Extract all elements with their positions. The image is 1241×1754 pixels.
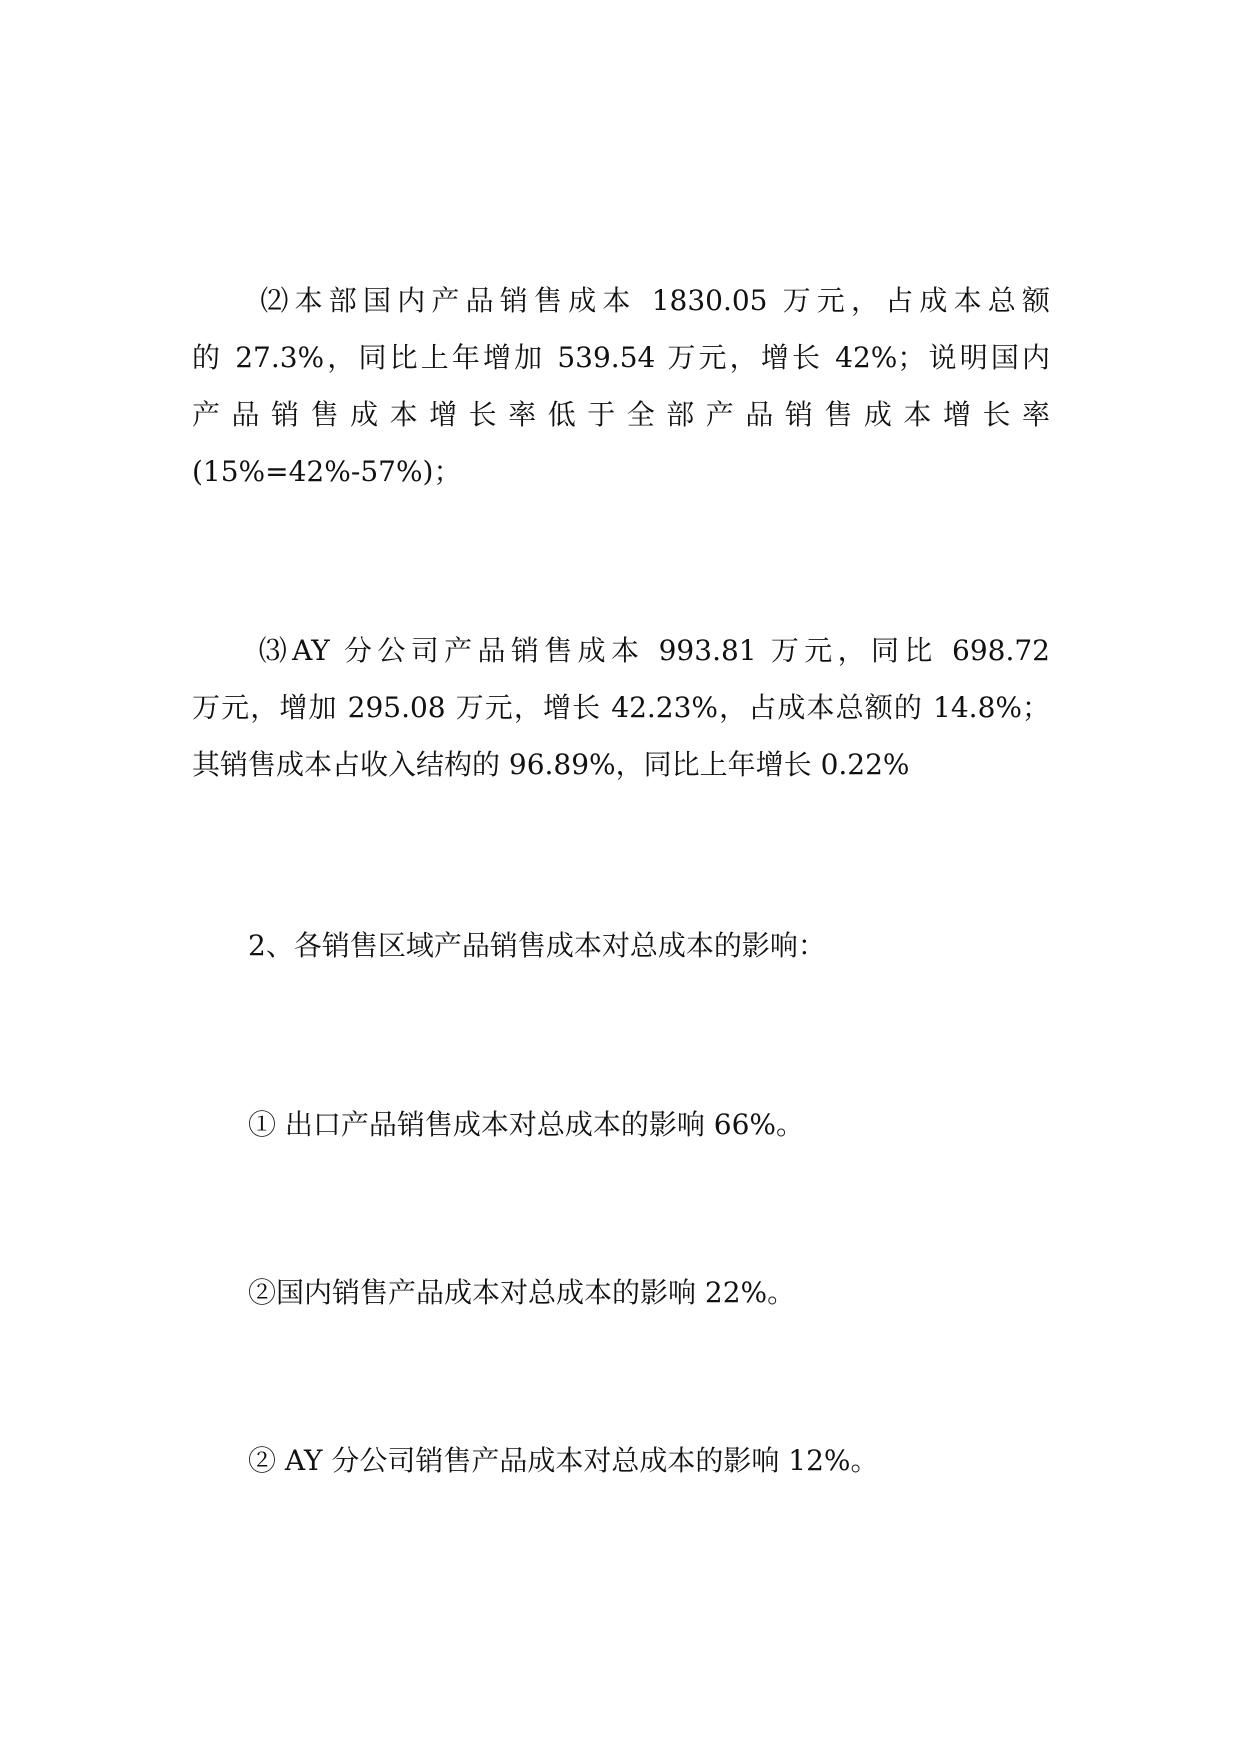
section-heading-text: 2、各销售区域产品销售成本对总成本的影响： — [192, 929, 826, 962]
paragraph-line: 产品销售成本增长率低于全部产品销售成本增长率 — [192, 398, 1050, 431]
list-item — [192, 1432, 1050, 1489]
paragraph-line: 万元，增加 295.08 万元，增长 42.23%，占成本总额的 14.8%； — [192, 691, 1050, 724]
paragraph-ay-branch-cost — [192, 622, 1050, 793]
list-item-text: ① 出口产品销售成本对总成本的影响 66%。 — [192, 1108, 805, 1141]
paragraph-domestic-cost — [192, 272, 1050, 500]
paragraph-line: (15%=42%-57%)； — [192, 455, 462, 488]
paragraph-line: ⑵本部国内产品销售成本 1830.05 万元，占成本总额 — [192, 284, 1050, 317]
section-heading — [192, 917, 1050, 974]
paragraph-line: 的 27.3%，同比上年增加 539.54 万元，增长 42%；说明国内 — [192, 341, 1050, 374]
paragraph-line: 其销售成本占收入结构的 96.89%，同比上年增长 0.22% — [192, 748, 910, 781]
paragraph-line: ⑶AY 分公司产品销售成本 993.81 万元，同比 698.72 — [192, 634, 1050, 667]
list-item — [192, 1264, 1050, 1321]
list-item — [192, 1096, 1050, 1153]
list-item-text: ②国内销售产品成本对总成本的影响 22%。 — [192, 1276, 796, 1309]
list-item-text: ② AY 分公司销售产品成本对总成本的影响 12%。 — [192, 1444, 879, 1477]
